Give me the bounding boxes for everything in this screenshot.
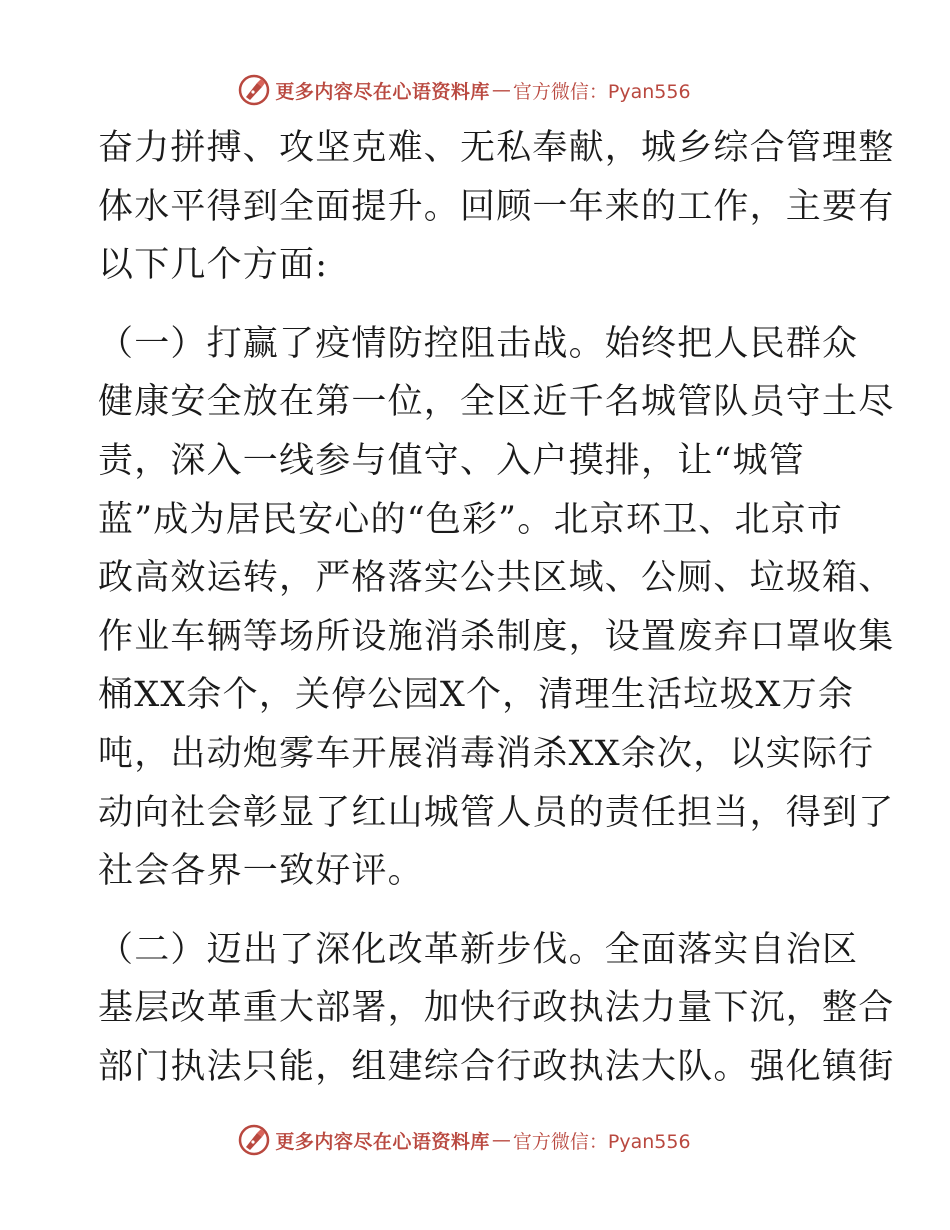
text-line: 以下几个方面: [98,245,329,286]
text-line: （一）打赢了疫情防控阻击战。始终把人民群众 [98,323,859,364]
text-line: 奋力拼搏、攻坚克难、无私奉献，城乡综合管理整 [98,128,895,168]
watermark-text: 更多内容尽在心语资料库 [275,80,490,103]
pen-nib-logo-icon [237,1123,271,1157]
paragraph-1 [98,119,895,295]
paragraph-2 [98,315,895,901]
pen-nib-logo-icon [237,73,271,107]
paragraph-3 [98,921,895,1097]
document-body [98,119,895,1097]
text-line: 蓝”成为居民安心的“色彩”。北京环卫、北京市 [98,499,844,540]
watermark-separator: — [491,79,511,101]
watermark-contact: 官方微信：Pyan556 [512,80,691,103]
watermark-footer [0,1120,950,1160]
text-line: （二）迈出了深化改革新步伐。全面落实自治区 [98,929,859,970]
watermark-header [0,70,950,110]
text-line: 基层改革重大部署，加快行政执法力量下沉，整合 [98,988,895,1029]
text-line: 政高效运转，严格落实公共区域、公厕、垃圾箱、 [98,558,895,599]
text-line: 体水平得到全面提升。回顾一年来的工作，主要有 [98,186,895,227]
text-line: 健康安全放在第一位，全区近千名城管队员守土尽 [98,382,895,423]
text-line: 桶XX余个，关停公园X个，清理生活垃圾X万余 [98,675,855,716]
text-line: 作业车辆等场所设施消杀制度，设置废弃口罩收集 [98,616,895,657]
watermark-separator: — [491,1129,511,1151]
watermark-text: 更多内容尽在心语资料库 [275,1130,490,1153]
text-line: 部门执法只能，组建综合行政执法大队。强化镇街 [98,1046,895,1087]
watermark-contact: 官方微信：Pyan556 [512,1130,691,1153]
text-line: 吨，出动炮雾车开展消毒消杀XX余次，以实际行 [98,733,875,774]
text-line: 社会各界一致好评。 [98,851,424,892]
text-line: 动向社会彰显了红山城管人员的责任担当，得到了 [98,792,895,833]
text-line: 责，深入一线参与值守、入户摸排，让“城管 [98,440,805,481]
